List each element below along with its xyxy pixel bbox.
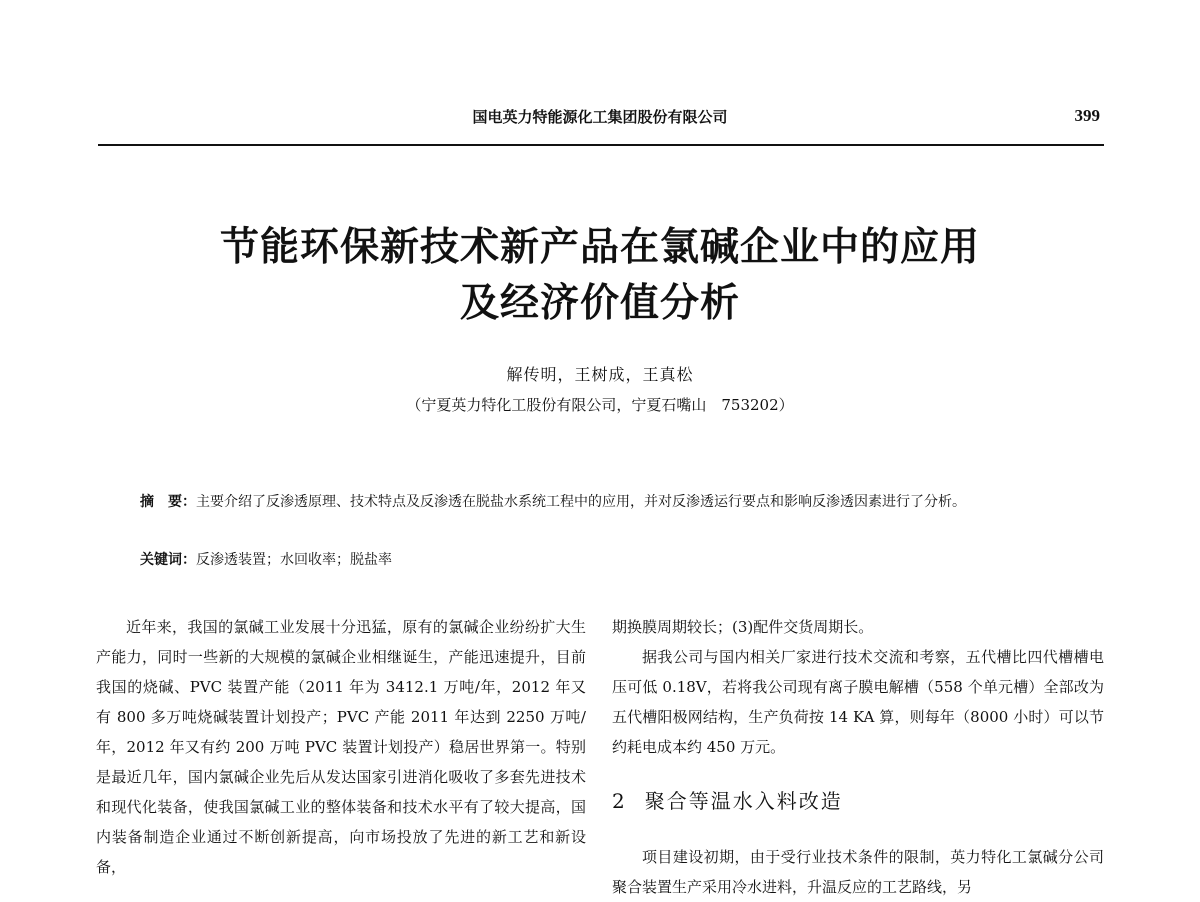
abstract-text: 主要介绍了反渗透原理、技术特点及反渗透在脱盐水系统工程中的应用，并对反渗透运行要点和影响反渗透因素进行了分析。: [196, 494, 966, 510]
body-paragraph: 项目建设初期，由于受行业技术条件的限制，英力特化工氯碱分公司聚合装置生产采用冷水进料，升温反应的工艺路线，另: [612, 848, 1104, 896]
keywords-text: 反渗透装置；水回收率；脱盐率: [196, 552, 392, 568]
section-number: 2: [612, 789, 627, 813]
right-column: [612, 612, 1104, 902]
keywords: [140, 548, 1070, 572]
running-header: 国电英力特能源化工集团股份有限公司: [472, 108, 728, 126]
keywords-label: 关键词：: [140, 552, 196, 568]
title-line-2: 及经济价值分析: [459, 281, 740, 326]
header-rule: [98, 144, 1104, 146]
section-title: 聚合等温水入料改造: [644, 789, 843, 813]
page-number: 399: [1074, 106, 1100, 125]
abstract: [140, 488, 1070, 516]
article-title: [0, 220, 1200, 332]
section-heading: [612, 786, 1104, 816]
abstract-label: 摘 要：: [140, 494, 196, 510]
left-column: [96, 612, 586, 882]
body-paragraph: 近年来，我国的氯碱工业发展十分迅猛，原有的氯碱企业纷纷扩大生产能力，同时一些新的大规模的氯碱企业相继诞生，产能迅速提升，目前我国的烧碱、PVC 装置产能（2011 年为 3412.1 万吨/年，2012 年又有 800 多万吨烧碱装置计划投产；PVC 产能 2011 年达到 2250 万吨/年，2012 年又有约 200 万吨 PVC 装置计划投产）稳居世界第一。特别是最近几年，国内氯碱企业先后从发达国家引进消化吸收了多套先进技术和现代化装备，使我国氯碱工业的整体装备和技术水平有了较大提高，国内装备制造企业通过不断创新提高，向市场投放了先进的新工艺和新设备，: [96, 618, 586, 876]
affiliation: （宁夏英力特化工股份有限公司，宁夏石嘴山 753202）: [406, 396, 794, 414]
title-line-1: 节能环保新技术新产品在氯碱企业中的应用: [219, 225, 980, 270]
authors: 解传明，王树成，王真松: [506, 365, 694, 384]
body-paragraph: 据我公司与国内相关厂家进行技术交流和考察，五代槽比四代槽槽电压可低 0.18V，若将我公司现有离子膜电解槽（558 个单元槽）全部改为五代槽阳极网结构，生产负荷按 14 KA 算，则每年（8000 小时）可以节约耗电成本约 450 万元。: [612, 648, 1104, 756]
body-paragraph-continuation: 期换膜周期较长；(3)配件交货周期长。: [612, 618, 874, 636]
